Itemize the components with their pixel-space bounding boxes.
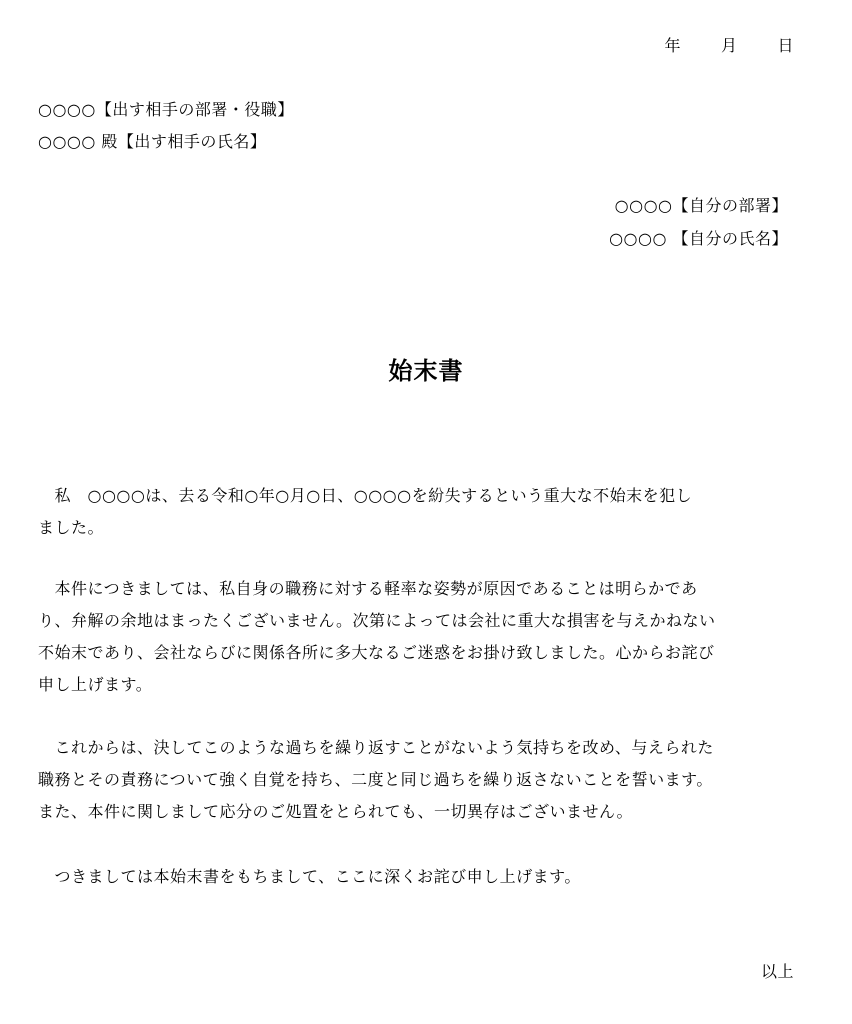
paragraph-line: り、弁解の余地はまったくございません。次第によっては会社に重大な損害を与えかねない (38, 611, 716, 630)
body-paragraph-3 (38, 732, 798, 828)
recipient-department: ○○○○【出す相手の部署・役職】 (38, 100, 294, 119)
body-paragraph-4 (38, 861, 798, 893)
date-line (664, 34, 794, 58)
body-paragraph-1 (38, 480, 798, 544)
sender-name: ○○○○ 【自分の氏名】 (609, 229, 788, 248)
paragraph-line: 申し上げます。 (38, 675, 153, 694)
paragraph-line: 私 ○○○○は、去る令和○年○月○日、○○○○を紛失するという重大な不始末を犯し (38, 486, 693, 505)
sender-department: ○○○○【自分の部署】 (614, 196, 788, 215)
body-paragraph-2 (38, 573, 798, 701)
paragraph-line: ました。 (38, 518, 105, 537)
date-month-label: 月 (720, 36, 738, 55)
paragraph-line: また、本件に関しまして応分のご処置をとられても、一切異存はございません。 (38, 802, 633, 821)
date-day-label: 日 (777, 36, 794, 55)
paragraph-line: これからは、決してこのような過ちを繰り返すことがないよう気持ちを改め、与えられた (38, 738, 714, 757)
document-title: 始末書 (388, 357, 464, 385)
paragraph-line: 本件につきましては、私自身の職務に対する軽率な姿勢が原因であることは明らかであ (38, 579, 698, 598)
paragraph-line: つきましては本始末書をもちまして、ここに深くお詫び申し上げます。 (38, 867, 581, 886)
date-year-label: 年 (664, 36, 681, 55)
paragraph-line: 職務とその責務について強く自覚を持ち、二度と同じ過ちを繰り返さないことを誓います。 (38, 770, 713, 789)
paragraph-line: 不始末であり、会社ならびに関係各所に多大なるご迷惑をお掛け致しました。心からお詫び (38, 643, 715, 662)
recipient-name: ○○○○ 殿【出す相手の氏名】 (38, 132, 267, 151)
closing-remark: 以上 (760, 962, 794, 981)
